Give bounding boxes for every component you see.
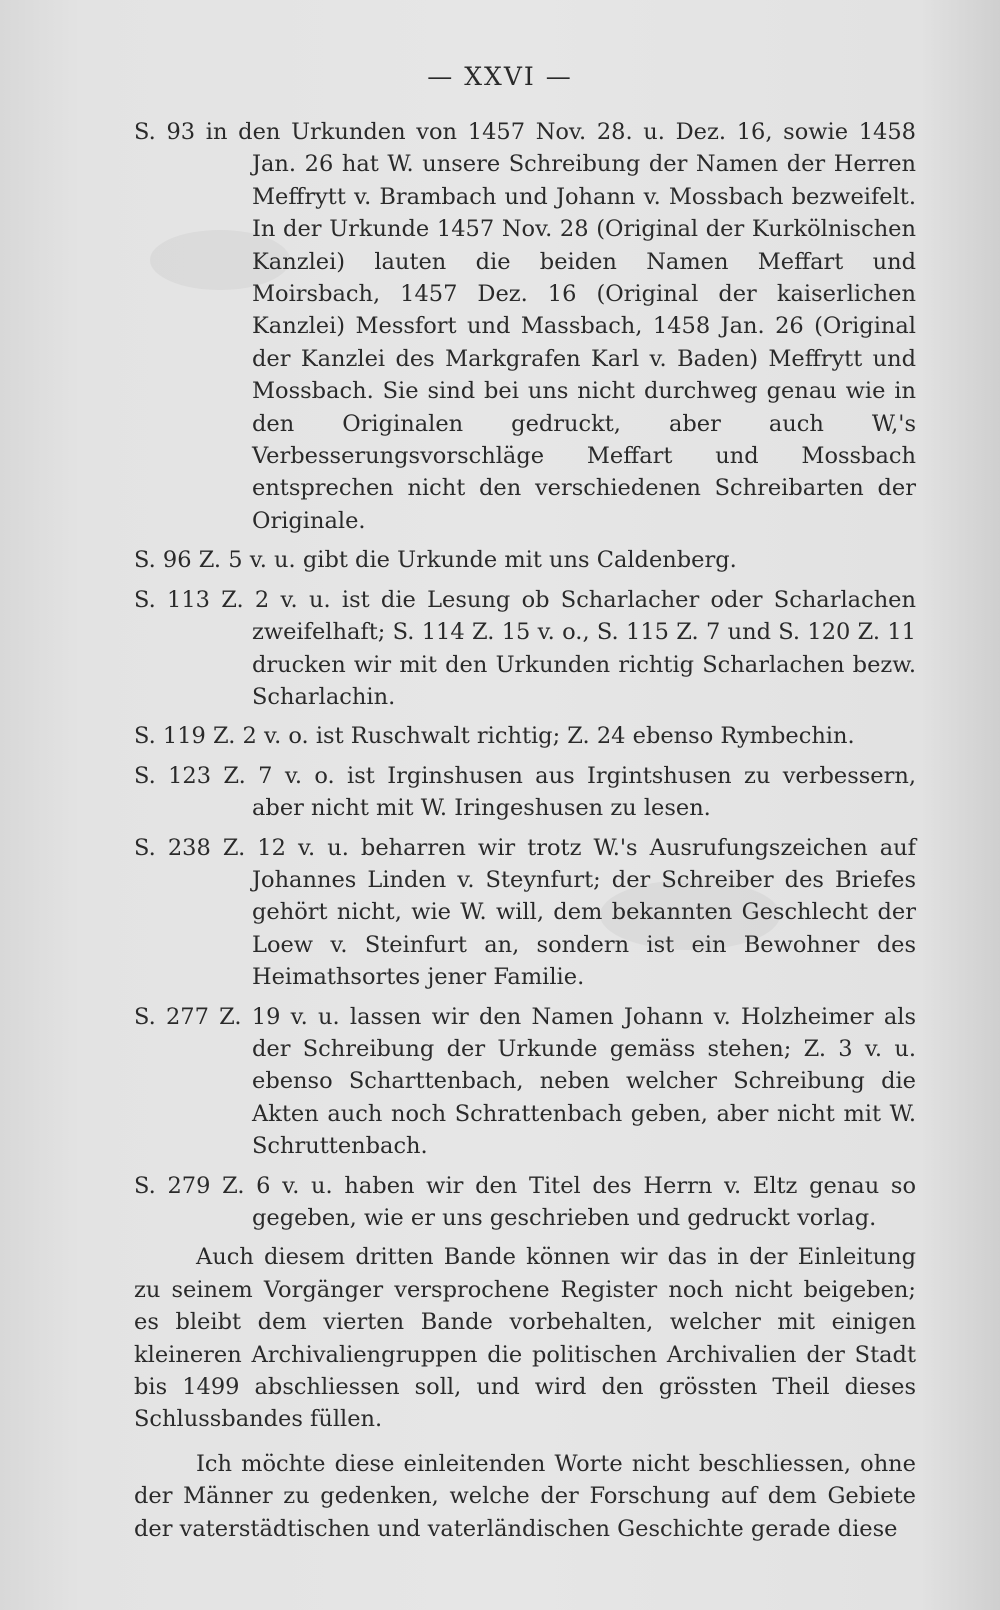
entry-text: S. 277 Z. 19 v. u. lassen wir den Namen Johann v. Holzheimer als der Schreibung der Urkunde gemäss stehen; Z. 3 v. u. ebenso Scharttenbach, neben welcher Schreibung die Akten auch noch Schrattenbach geben, aber nicht mit W. Schruttenbach.	[134, 1003, 916, 1160]
correction-entry	[134, 584, 916, 714]
entry-text: S. 123 Z. 7 v. o. ist Irginshusen aus Irgintshusen zu verbessern, aber nicht mit W. Iringeshusen zu lesen.	[134, 762, 916, 822]
entry-text: S. 113 Z. 2 v. u. ist die Lesung ob Scharlacher oder Scharlachen zweifelhaft; S. 114 Z. 15 v. o., S. 115 Z. 7 und S. 120 Z. 11 drucken wir mit den Urkunden richtig Scharlachen bezw. Scharlachin.	[134, 586, 916, 710]
entry-text: S. 96 Z. 5 v. u. gibt die Urkunde mit uns Caldenberg.	[134, 547, 737, 574]
entry-text: S. 119 Z. 2 v. o. ist Ruschwalt richtig; Z. 24 ebenso Rymbechin.	[134, 723, 855, 750]
correction-entry	[134, 720, 916, 752]
correction-entry	[134, 1001, 916, 1163]
entry-text: S. 279 Z. 6 v. u. haben wir den Titel des Herrn v. Eltz genau so gegeben, wie er uns geschrieben und gedruckt vorlag.	[134, 1172, 916, 1231]
correction-entry	[134, 832, 916, 994]
correction-entry	[134, 544, 916, 576]
body-paragraph: Ich möchte diese einleitenden Worte nicht beschliessen, ohne der Männer zu gedenken, welche der Forschung auf dem Gebiete der vaterstädtischen und vaterländischen Geschichte gerade diese	[134, 1450, 916, 1542]
body-paragraph: Auch diesem dritten Bande können wir das in der Einleitung zu seinem Vorgänger versprochene Register noch nicht beigeben; es bleibt dem vierten Bande vorbehalten, welcher mit einigen kleineren Archivaliengruppen die politischen Archivalien der Stadt bis 1499 abschliessen soll, und wird den grössten Theil dieses Schlussbandes füllen.	[134, 1244, 916, 1433]
correction-entry	[134, 116, 916, 537]
entry-text: S. 93 in den Urkunden von 1457 Nov. 28. u. Dez. 16, sowie 1458 Jan. 26 hat W. unsere Schreibung der Namen der Herren Meffrytt v. Brambach und Johann v. Mossbach bezweifelt. In der Urkunde 1457 Nov. 28 (Original der Kurkölnischen Kanzlei) lauten die beiden Namen Meffart und Moirsbach, 1457 Dez. 16 (Original der kaiserlichen Kanzlei) Messfort und Massbach, 1458 Jan. 26 (Original der Kanzlei des Markgrafen Karl v. Baden) Meffrytt und Mossbach. Sie sind bei uns nicht durchweg genau wie in den Originalen gedruckt, aber auch W,'s Verbesserungsvorschläge Meffart und Mossbach entsprechen nicht den verschiedenen Schreibarten der Originale.	[134, 119, 916, 534]
correction-entry	[134, 1170, 916, 1235]
page-number-header: — XXVI —	[427, 62, 573, 91]
entry-text: S. 238 Z. 12 v. u. beharren wir trotz W.'s Ausrufungszeichen auf Johannes Linden v. Steynfurt; der Schreiber des Briefes gehört nicht, wie W. will, dem bekannten Geschlecht der Loew v. Steinfurt an, sondern ist ein Bewohner des Heimathsortes jener Familie.	[134, 834, 916, 991]
correction-entry	[134, 760, 916, 825]
page-content	[134, 116, 916, 1557]
